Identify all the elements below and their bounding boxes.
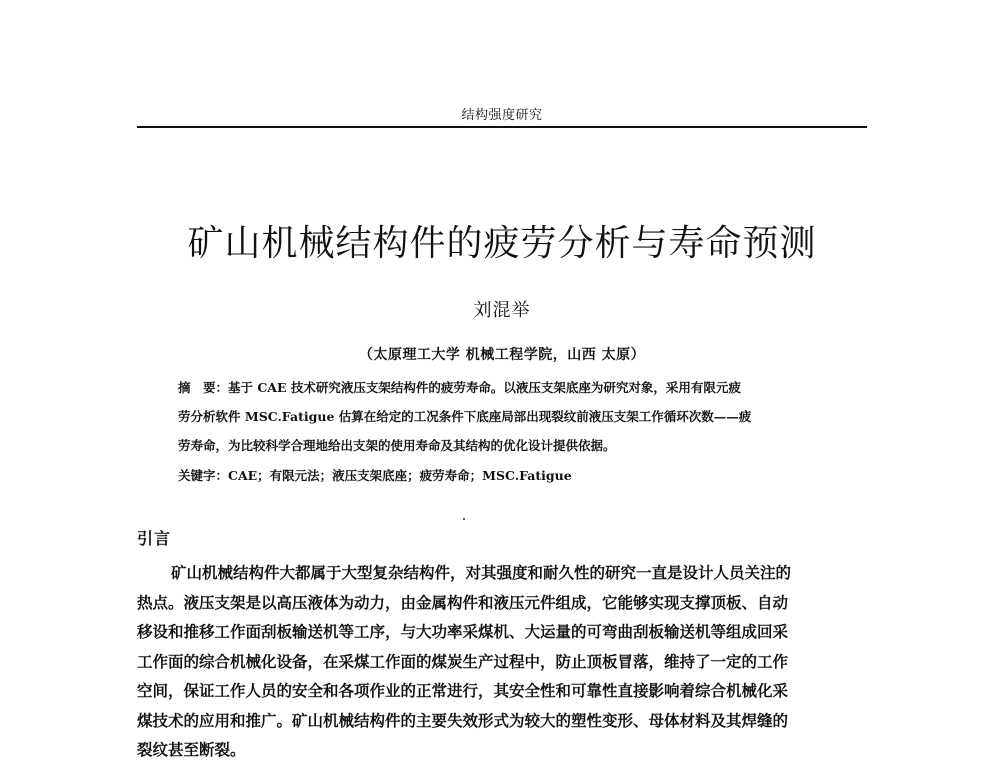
author-affiliation: （太原理工大学 机械工程学院，山西 太原） — [358, 347, 646, 363]
scan-speck — [463, 518, 465, 520]
abstract — [178, 373, 838, 460]
header-rule — [137, 126, 867, 128]
paper-title: 矿山机械结构件的疲劳分析与寿命预测 — [187, 223, 817, 264]
abstract-line: 劳寿命，为比较科学合理地给出支架的使用寿命及其结构的优化设计提供依据。 — [178, 438, 616, 453]
abstract-line: 摘 要：基于 CAE 技术研究液压支架结构件的疲劳寿命。以液压支架底座为研究对象，采用有限元疲 — [178, 380, 741, 395]
body-line: 移设和推移工作面刮板输送机等工序，与大功率采煤机、大运量的可弯曲刮板输送机等组成回采 — [137, 622, 789, 641]
body-line: 煤技术的应用和推广。矿山机械结构件的主要失效形式为较大的塑性变形、母体材料及其焊缝的 — [137, 710, 789, 730]
body-line: 矿山机械结构件大都属于大型复杂结构件，对其强度和耐久性的研究一直是设计人员关注的 — [171, 563, 792, 582]
author-name: 刘混举 — [473, 300, 531, 321]
abstract-line: 劳分析软件 MSC.Fatigue 估算在给定的工况条件下底座局部出现裂纹前液压支架工作循环次数——疲 — [178, 409, 752, 424]
section-heading-introduction: 引言 — [137, 529, 172, 548]
body-line: 裂纹甚至断裂。 — [137, 740, 246, 759]
running-header: 结构强度研究 — [461, 108, 543, 123]
body-line: 热点。液压支架是以高压液体为动力，由金属构件和液压元件组成，它能够实现支撑顶板、自动 — [137, 592, 789, 612]
introduction-body — [137, 558, 867, 760]
body-line: 工作面的综合机械化设备，在采煤工作面的煤炭生产过程中，防止顶板冒落，维持了一定的工作 — [137, 651, 789, 671]
keywords: 关键字：CAE；有限元法；液压支架底座；疲劳寿命；MSC.Fatigue — [178, 468, 572, 483]
body-line: 空间，保证工作人员的安全和各项作业的正常进行，其安全性和可靠性直接影响着综合机械化采 — [137, 681, 789, 700]
